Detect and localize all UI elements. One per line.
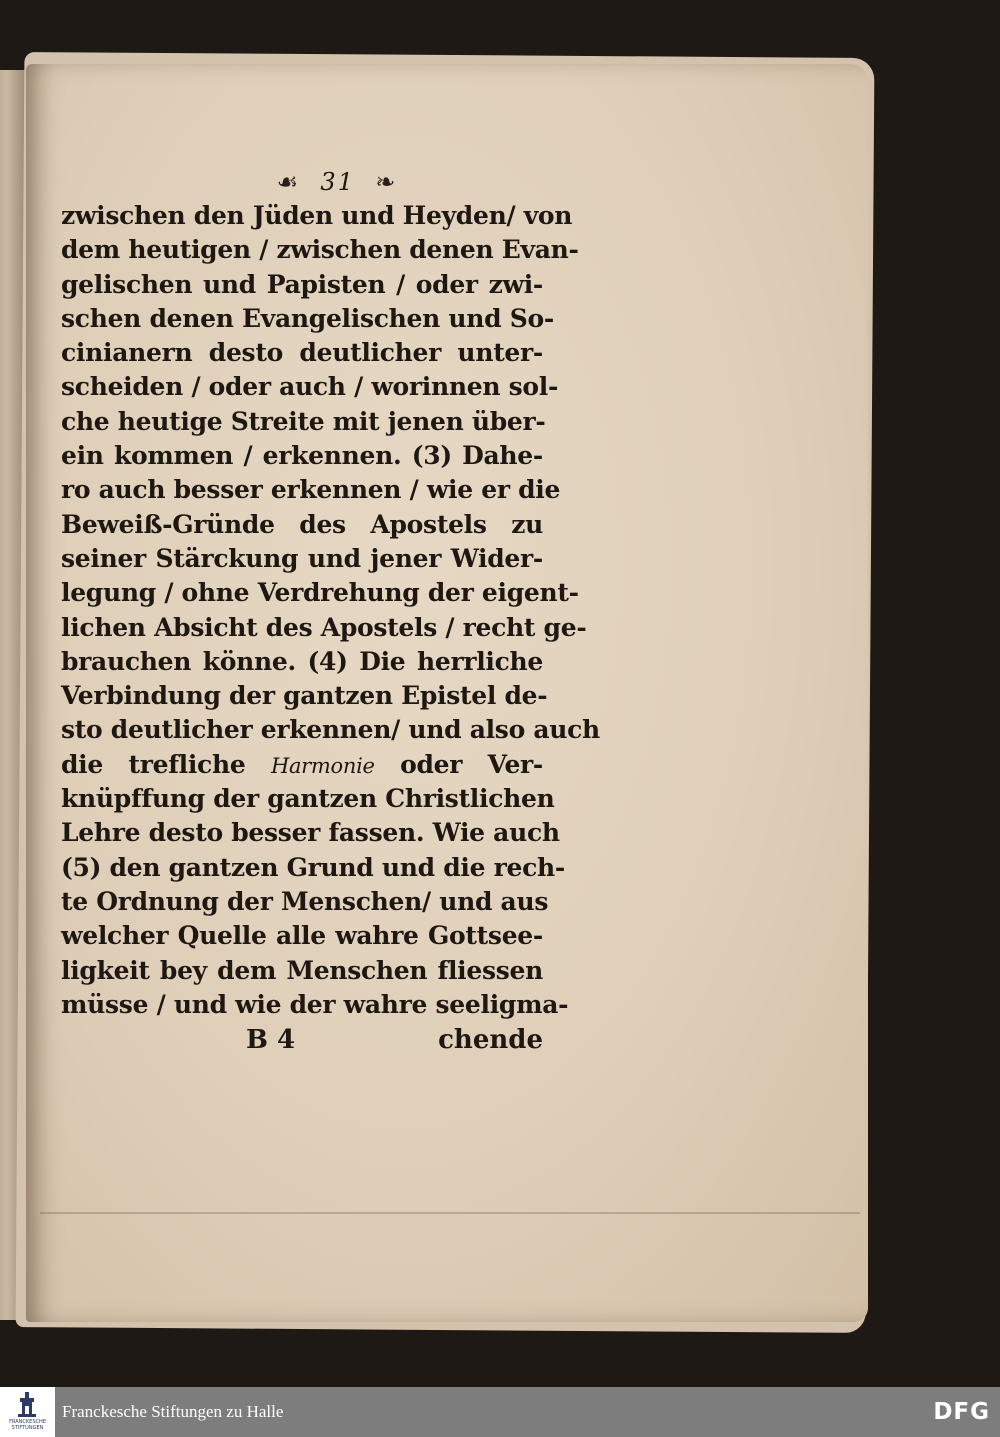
text-line: (5) den gantzen Grund und die rech- bbox=[61, 852, 565, 882]
text-line: te Ordnung der Menschen/ und aus bbox=[61, 886, 549, 916]
page-fold-line bbox=[40, 1212, 860, 1214]
text-line: ro auch besser erkennen / wie er die bbox=[61, 475, 561, 505]
text-line: seiner Stärckung und jener Wider- bbox=[61, 543, 543, 573]
text-line: cinianern desto deutlicher unter- bbox=[61, 338, 543, 368]
text-line: ein kommen / erkennen. (3) Dahe- bbox=[61, 441, 543, 471]
catchword: chende bbox=[438, 1025, 543, 1056]
signature-mark: B 4 bbox=[246, 1025, 296, 1056]
text-line: Beweiß-Gründe des Apostels zu bbox=[61, 509, 543, 539]
page-footer bbox=[61, 1022, 543, 1058]
footer-bar bbox=[0, 1387, 1000, 1437]
text-line: sto deutlicher erkennen/ und also auch bbox=[61, 715, 600, 745]
logo-text: FRANCKESCHE STIFTUNGEN bbox=[9, 1419, 46, 1431]
dfg-logo[interactable]: DFG bbox=[933, 1399, 990, 1425]
text-line: müsse / und wie der wahre seeligma- bbox=[61, 989, 569, 1019]
running-header bbox=[61, 165, 543, 199]
text-line: legung / ohne Verdrehung der eigent- bbox=[61, 578, 579, 608]
text-line: schen denen Evangelischen und So- bbox=[61, 303, 554, 333]
page-number: 31 bbox=[320, 168, 355, 196]
text-line: brauchen könne. (4) Die herrliche bbox=[61, 646, 543, 676]
text-line: Verbindung der gantzen Epistel de- bbox=[61, 681, 548, 711]
text-line: gelischen und Papisten / oder zwi- bbox=[61, 269, 543, 299]
text-line: welcher Quelle alle wahre Gottsee- bbox=[61, 921, 543, 951]
text-line: dem heutigen / zwischen denen Evan- bbox=[61, 235, 579, 265]
text-line: zwischen den Jüden und Heyden/ von bbox=[61, 201, 573, 230]
text-line: knüpffung der gantzen Christlichen bbox=[61, 784, 555, 814]
text-line: scheiden / oder auch / worinnen sol- bbox=[61, 372, 559, 402]
text-lines-continued bbox=[61, 782, 569, 1022]
page-text-block bbox=[61, 165, 600, 1058]
institution-name[interactable]: Franckesche Stiftungen zu Halle bbox=[62, 1402, 284, 1421]
text-line: ligkeit bey dem Menschen fliessen bbox=[61, 955, 543, 985]
ornament-left-icon: ☙ bbox=[276, 168, 301, 196]
foundation-emblem-icon bbox=[17, 1392, 37, 1418]
text-line: che heutige Streite mit jenen über- bbox=[61, 406, 546, 436]
ornament-right-icon: ❧ bbox=[375, 168, 398, 196]
text-line-harmonie: die trefliche Harmonie oder Ver- bbox=[61, 749, 543, 779]
institution-logo[interactable] bbox=[0, 1387, 55, 1437]
italic-word: Harmonie bbox=[270, 753, 375, 778]
text-line: lichen Absicht des Apostels / recht ge- bbox=[61, 612, 587, 642]
text-line: Lehre desto besser fassen. Wie auch bbox=[61, 818, 560, 848]
text-lines bbox=[61, 199, 600, 748]
